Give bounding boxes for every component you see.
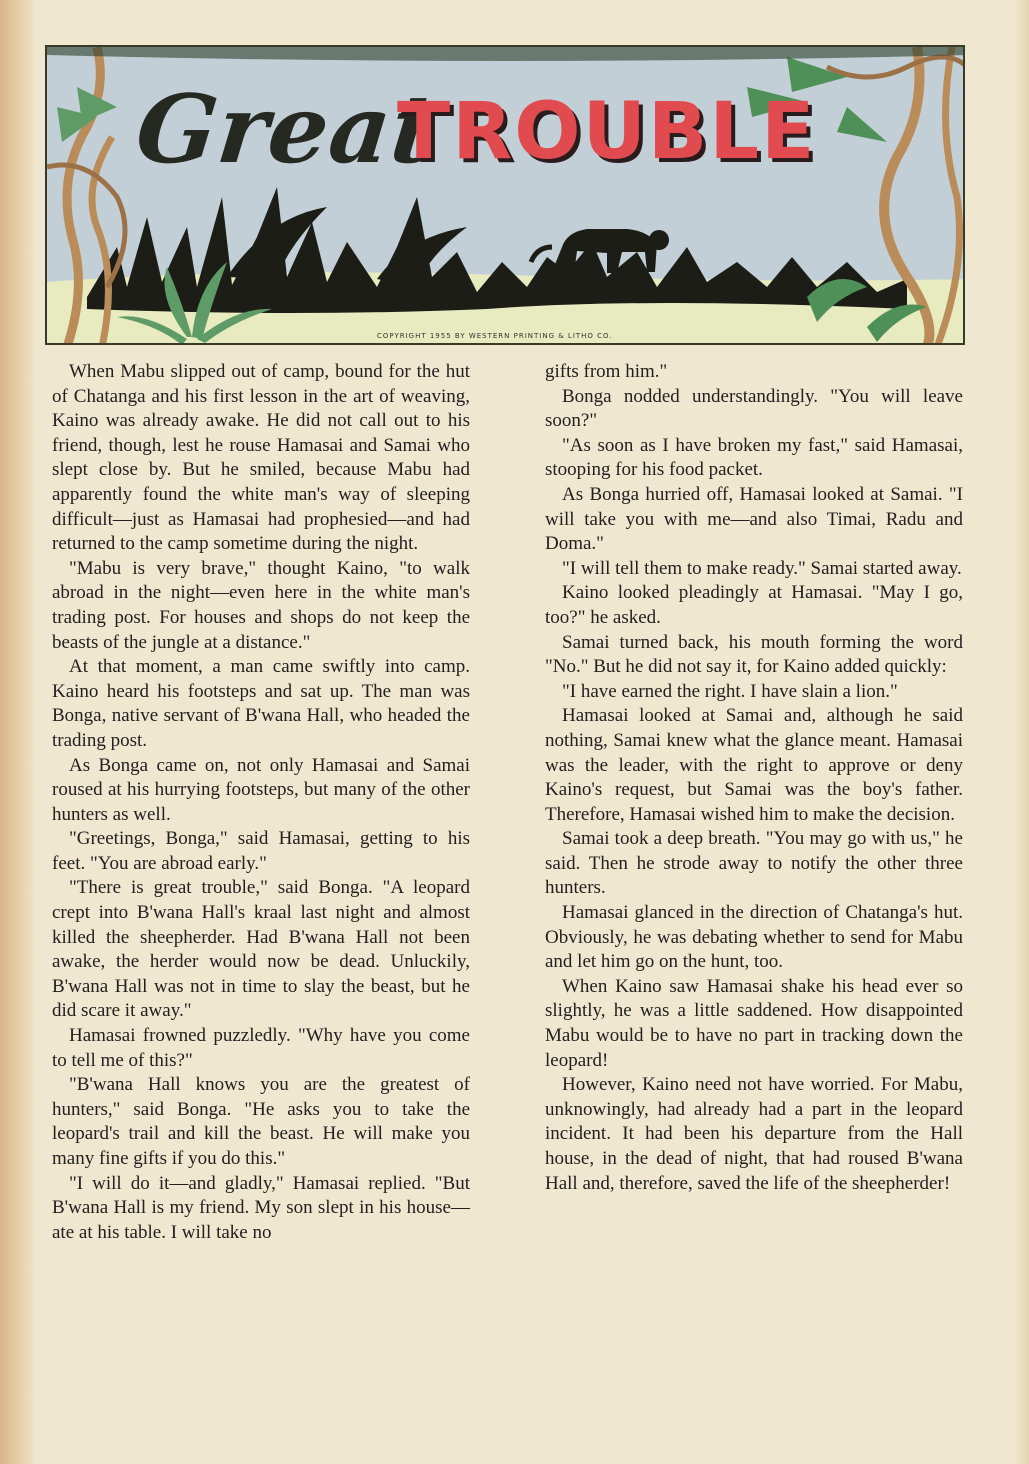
- paragraph: Kaino looked pleadingly at Hamasai. "May I go, too?" he asked.: [545, 582, 963, 628]
- page-right-edge: [1015, 0, 1029, 1464]
- paragraph: "B'wana Hall knows you are the greatest of hunters," said Bonga. "He asks you to take the leopard's trail and kill the beast. He will make you many fine gifts if you do this.": [52, 1074, 470, 1169]
- title-great: Great: [131, 75, 442, 185]
- paragraph: When Kaino saw Hamasai shake his head ever so slightly, he was a little saddened. How disappointed Mabu would be to have no part in tracking down the leopard!: [545, 975, 963, 1071]
- paragraph: Hamasai looked at Samai and, although he said nothing, Samai knew what the glance meant. Hamasai was the leader, with the right to approve or deny Kaino's request, but Samai was the boy's father. Therefore, Hamasai wished him to make the decision.: [545, 705, 963, 825]
- paragraph: Bonga nodded understandingly. "You will leave soon?": [545, 385, 963, 432]
- page-gutter-edge: [0, 0, 34, 1464]
- paragraph: "I have earned the right. I have slain a lion.": [562, 680, 898, 702]
- copyright-notice: COPYRIGHT 1955 BY WESTERN PRINTING & LITHO CO.: [377, 332, 613, 340]
- paragraph: At that moment, a man came swiftly into camp. Kaino heard his footsteps and sat up. The man was Bonga, native servant of B'wana Hall, who headed the trading post.: [52, 656, 470, 751]
- paragraph: Hamasai frowned puzzledly. "Why have you come to tell me of this?": [52, 1025, 470, 1071]
- paragraph: Samai took a deep breath. "You may go with us," he said. Then he strode away to notify the other three hunters.: [545, 828, 963, 899]
- paragraph: "Mabu is very brave," thought Kaino, "to walk abroad in the night—even here in the white man's trading post. For houses and shops do not keep the beasts of the jungle at a distance.": [52, 557, 470, 653]
- paragraph: "As soon as I have broken my fast," said Hamasai, stooping for his food packet.: [545, 434, 963, 481]
- story-column-left: [52, 360, 470, 1245]
- paragraph: As Bonga came on, not only Hamasai and Samai roused at his hurrying footsteps, but many of the other hunters as well.: [52, 754, 470, 825]
- paragraph: "I will do it—and gladly," Hamasai replied. "But B'wana Hall is my friend. My son slept in his house—ate at his table. I will take no: [52, 1172, 470, 1243]
- paragraph: "There is great trouble," said Bonga. "A leopard crept into B'wana Hall's kraal last night and almost killed the sheepherder. Had B'wana Hall not been awake, the herder would now be dead. Unluckily, B'wana Hall was not in time to slay the beast, but he did scare it away.": [52, 877, 470, 1022]
- title-trouble: TROUBLE: [397, 87, 817, 177]
- paragraph: When Mabu slipped out of camp, bound for the hut of Chatanga and his first lesson in the art of weaving, Kaino was already awake. He did not call out to his friend, though, lest he rouse Hamasai and Samai who slept close by. But he smiled, because Mabu had apparently found the white man's way of sleeping difficult—just as Hamasai had prophesied—and had returned to the camp sometime during the night.: [52, 361, 470, 555]
- paragraph: As Bonga hurried off, Hamasai looked at Samai. "I will take you with me—and also Timai, Radu and Doma.": [545, 483, 963, 555]
- paragraph: Hamasai glanced in the direction of Chatanga's hut. Obviously, he was debating whether to send for Mabu and let him go on the hunt, too.: [545, 902, 963, 973]
- paragraph: Samai turned back, his mouth forming the word "No." But he did not say it, for Kaino added quickly:: [545, 631, 963, 678]
- story-column-right: [545, 360, 963, 1196]
- paragraph-continuation: gifts from him.": [545, 361, 668, 382]
- paragraph: However, Kaino need not have worried. For Mabu, unknowingly, had already had a part in the leopard incident. It had been his departure from the Hall house, in the dead of night, that had roused B'wana Hall and, therefore, saved the life of the sheepherder!: [545, 1074, 963, 1194]
- paragraph: "I will tell them to make ready." Samai started away.: [562, 557, 962, 579]
- title-banner: [45, 45, 965, 345]
- paragraph: "Greetings, Bonga," said Hamasai, getting to his feet. "You are abroad early.": [52, 828, 470, 874]
